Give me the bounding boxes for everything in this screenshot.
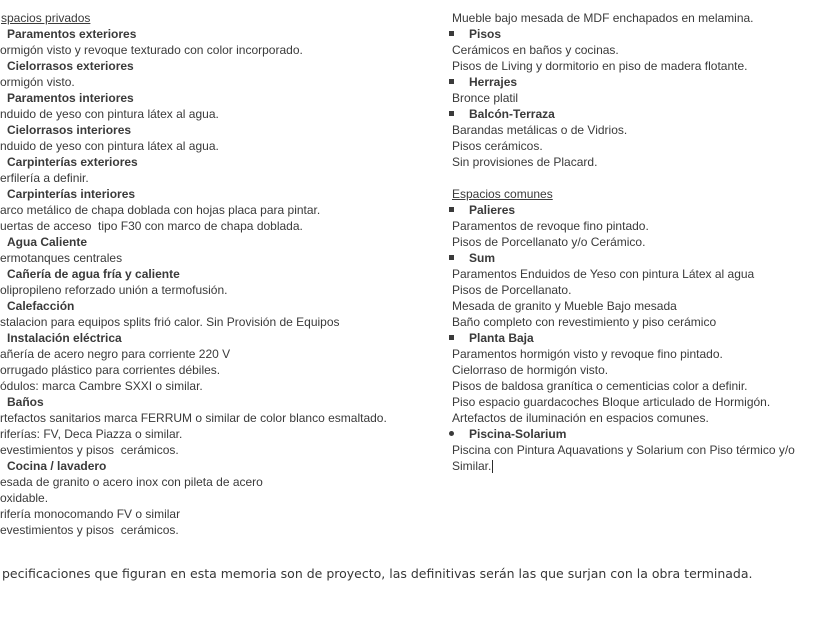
line-text: ormigón visto. — [0, 75, 75, 89]
line-text: Paramentos hormigón visto y revoque fino pintado. — [452, 347, 723, 361]
line-text: orrugado plástico para corrientes débiles. — [0, 363, 221, 377]
spec-text-line[interactable] — [0, 362, 449, 378]
line-text: ermotanques centrales — [0, 251, 123, 265]
spec-text-line[interactable] — [0, 474, 449, 490]
square-bullet-icon — [449, 335, 454, 340]
section-title-line[interactable] — [449, 186, 840, 202]
spec-text-line[interactable] — [449, 394, 840, 410]
spec-heading-line[interactable] — [0, 90, 449, 106]
spec-text-line[interactable] — [0, 346, 449, 362]
line-text: Barandas metálicas o de Vidrios. — [452, 123, 628, 137]
line-text: Cocina / lavadero — [7, 459, 107, 473]
line-text: Carpinterías exteriores — [7, 155, 138, 169]
line-text: Carpinterías interiores — [7, 187, 136, 201]
spec-text-line[interactable] — [449, 122, 840, 138]
line-text: añería de acero negro para corriente 220 V — [0, 347, 231, 361]
spec-text-line[interactable] — [0, 138, 449, 154]
line-text: spacios privados — [1, 11, 91, 25]
spec-heading-line[interactable] — [449, 426, 840, 442]
line-text: Cerámicos en baños y cocinas. — [452, 43, 619, 57]
spec-text-line[interactable] — [0, 106, 449, 122]
line-text: Espacios comunes — [452, 187, 553, 201]
spec-text-line[interactable] — [0, 410, 449, 426]
spec-text-line[interactable] — [449, 282, 840, 298]
spec-text-line[interactable] — [0, 282, 449, 298]
spec-text-line[interactable] — [0, 314, 449, 330]
square-bullet-icon — [449, 79, 454, 84]
spec-text-line[interactable] — [449, 442, 840, 458]
spec-text-line[interactable] — [0, 218, 449, 234]
line-text: Instalación eléctrica — [7, 331, 122, 345]
line-text: Piscina-Solarium — [469, 427, 567, 441]
line-text: rifería monocomando FV o similar — [0, 507, 181, 521]
text-cursor — [492, 460, 493, 473]
line-text: Sum — [469, 251, 496, 265]
spec-heading-line[interactable] — [449, 26, 840, 42]
round-bullet-icon — [449, 431, 454, 436]
line-text: Paramentos de revoque fino pintado. — [452, 219, 649, 233]
line-text: Pisos — [469, 27, 502, 41]
line-text: uertas de acceso tipo F30 con marco de chapa doblada. — [0, 219, 303, 233]
line-text: Similar. — [452, 459, 492, 473]
spec-column-left — [0, 10, 449, 538]
spec-text-line[interactable] — [0, 426, 449, 442]
line-text: Baño completo con revestimiento y piso cerámico — [452, 315, 717, 329]
spec-heading-line[interactable] — [0, 186, 449, 202]
spec-heading-line[interactable] — [0, 122, 449, 138]
spec-text-line[interactable] — [449, 298, 840, 314]
spec-text-line[interactable] — [449, 138, 840, 154]
spec-heading-line[interactable] — [0, 234, 449, 250]
line-text: Herrajes — [469, 75, 518, 89]
spec-text-line[interactable] — [0, 442, 449, 458]
spec-text-line[interactable] — [449, 154, 840, 170]
line-text: Paramentos interiores — [7, 91, 134, 105]
line-text: Mesada de granito y Mueble Bajo mesada — [452, 299, 677, 313]
line-text: rtefactos sanitarios marca FERRUM o similar de color blanco esmaltado. — [0, 411, 387, 425]
spec-heading-line[interactable] — [0, 58, 449, 74]
spec-heading-line[interactable] — [0, 266, 449, 282]
line-text: evestimientos y pisos cerámicos. — [0, 523, 179, 537]
line-text: Bronce platil — [452, 91, 519, 105]
line-text: riferías: FV, Deca Piazza o similar. — [0, 427, 183, 441]
line-text: erfilería a definir. — [0, 171, 89, 185]
line-text: Pisos cerámicos. — [452, 139, 543, 153]
line-text: Cielorraso de hormigón visto. — [452, 363, 609, 377]
spec-text-line[interactable] — [449, 218, 840, 234]
spec-text-line[interactable] — [0, 522, 449, 538]
spec-text-line[interactable] — [449, 90, 840, 106]
spec-text-line[interactable] — [0, 506, 449, 522]
spec-text-line[interactable] — [449, 410, 840, 426]
spec-text-line[interactable] — [449, 42, 840, 58]
spec-heading-line[interactable] — [449, 250, 840, 266]
line-text: nduido de yeso con pintura látex al agua. — [0, 139, 219, 153]
line-text: Balcón-Terraza — [469, 107, 555, 121]
spec-heading-line[interactable] — [449, 106, 840, 122]
line-text: Calefacción — [7, 299, 75, 313]
spec-heading-line[interactable] — [0, 330, 449, 346]
line-text: ódulos: marca Cambre SXXI o similar. — [0, 379, 203, 393]
line-text: nduido de yeso con pintura látex al agua. — [0, 107, 219, 121]
spec-heading-line[interactable] — [449, 330, 840, 346]
spec-text-line[interactable] — [0, 74, 449, 90]
line-text: Artefactos de iluminación en espacios comunes. — [452, 411, 709, 425]
line-text: ormigón visto y revoque texturado con color incorporado. — [0, 43, 303, 57]
line-text: esada de granito o acero inox con pileta de acero — [0, 475, 263, 489]
line-text: Piscina con Pintura Aquavations y Solarium con Piso térmico y/o — [452, 443, 795, 457]
square-bullet-icon — [449, 255, 454, 260]
spec-column-right — [449, 10, 840, 474]
spec-heading-line[interactable] — [449, 202, 840, 218]
spec-text-line[interactable] — [449, 266, 840, 282]
square-bullet-icon — [449, 31, 454, 36]
line-text: olipropileno reforzado unión a termofusión. — [0, 283, 228, 297]
spec-text-line[interactable] — [0, 378, 449, 394]
line-text: Pisos de Living y dormitorio en piso de madera flotante. — [452, 59, 748, 73]
line-text: evestimientos y pisos cerámicos. — [0, 443, 179, 457]
line-text: arco metálico de chapa doblada con hojas placa para pintar. — [0, 203, 321, 217]
line-text: Paramentos Enduidos de Yeso con pintura Látex al agua — [452, 267, 755, 281]
spec-text-line[interactable] — [0, 250, 449, 266]
line-text: Mueble bajo mesada de MDF enchapados en melamina. — [452, 11, 754, 25]
line-text: Cielorrasos exteriores — [7, 59, 134, 73]
line-text: Paramentos exteriores — [7, 27, 137, 41]
spec-heading-line[interactable] — [0, 26, 449, 42]
spec-text-line[interactable] — [449, 234, 840, 250]
spec-text-line[interactable] — [449, 58, 840, 74]
line-text: Sin provisiones de Placard. — [452, 155, 598, 169]
spec-text-line[interactable] — [449, 10, 840, 26]
line-text: stalacion para equipos splits frió calor. Sin Provisión de Equipos — [0, 315, 340, 329]
spec-heading-line[interactable] — [449, 74, 840, 90]
line-text: Cielorrasos interiores — [7, 123, 132, 137]
spec-text-line[interactable] — [449, 362, 840, 378]
line-text: Pisos de baldosa granítica o cementicias color a definir. — [452, 379, 748, 393]
spec-text-line[interactable] — [0, 42, 449, 58]
section-title-line[interactable] — [0, 10, 449, 26]
spec-heading-line[interactable] — [0, 298, 449, 314]
spec-text-line[interactable] — [0, 170, 449, 186]
spec-heading-line[interactable] — [0, 154, 449, 170]
disclaimer-note: pecificaciones que figuran en esta memoria son de proyecto, las definitivas serán las que surjan con la obra terminada. — [2, 566, 753, 581]
line-text: oxidable. — [0, 491, 49, 505]
line-text: Palieres — [469, 203, 516, 217]
line-text: Piso espacio guardacoches Bloque articulado de Hormigón. — [452, 395, 771, 409]
line-text: Agua Caliente — [7, 235, 88, 249]
spec-text-line[interactable] — [449, 458, 840, 474]
spec-heading-line[interactable] — [0, 394, 449, 410]
line-text: Pisos de Porcellanato. — [452, 283, 572, 297]
line-text: Baños — [7, 395, 44, 409]
spec-text-line[interactable] — [449, 314, 840, 330]
square-bullet-icon — [449, 207, 454, 212]
spec-heading-line[interactable] — [0, 458, 449, 474]
spec-text-line[interactable] — [0, 202, 449, 218]
line-text: Cañería de agua fría y caliente — [7, 267, 180, 281]
line-text: Planta Baja — [469, 331, 534, 345]
spec-text-line[interactable] — [449, 346, 840, 362]
square-bullet-icon — [449, 111, 454, 116]
spec-text-line[interactable] — [449, 378, 840, 394]
spec-text-line[interactable] — [0, 490, 449, 506]
line-text: Pisos de Porcellanato y/o Cerámico. — [452, 235, 646, 249]
spec-text-line[interactable] — [449, 170, 840, 186]
